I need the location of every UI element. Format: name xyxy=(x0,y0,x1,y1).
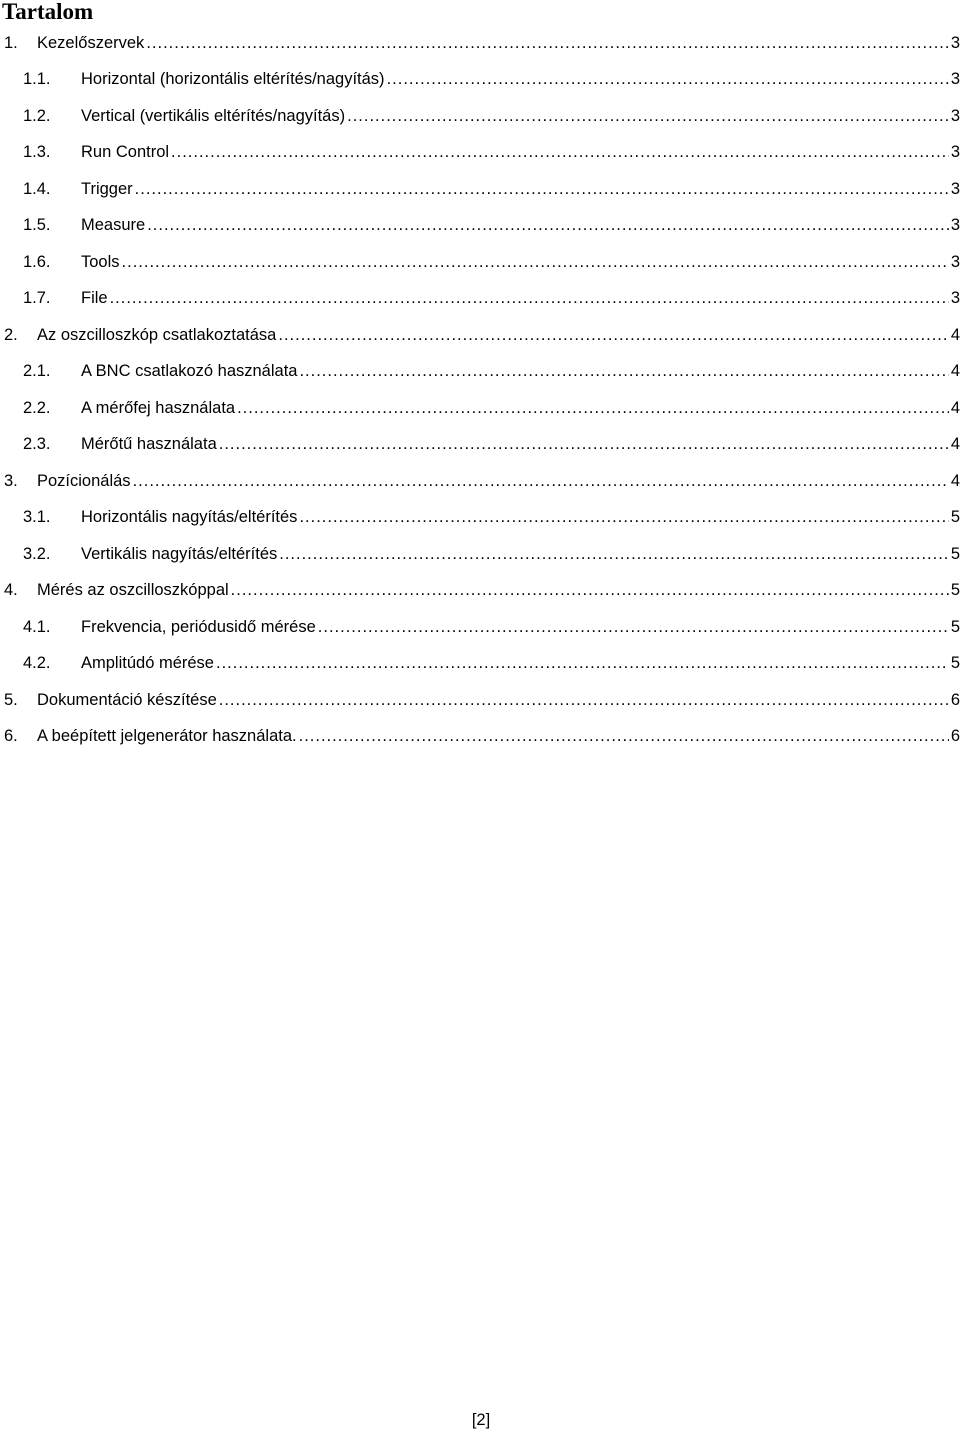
toc-dot-leader xyxy=(278,325,948,345)
toc-entry-number: 1.1. xyxy=(23,70,51,88)
toc-entry[interactable] xyxy=(0,572,960,609)
toc-heading: Tartalom xyxy=(2,0,94,24)
toc-entry-page: 4 xyxy=(950,435,960,453)
toc-entry-page: 3 xyxy=(950,106,960,125)
toc-entry-title: Run Control xyxy=(81,143,170,161)
toc-entry[interactable] xyxy=(0,243,960,280)
toc-entry-page: 4 xyxy=(950,398,960,417)
toc-entry-title: Mérőtű használata xyxy=(81,435,217,453)
toc-dot-leader xyxy=(237,398,949,418)
toc-dot-leader xyxy=(171,142,949,162)
toc-entry-page: 3 xyxy=(950,179,960,198)
toc-entry-page: 6 xyxy=(950,727,960,745)
toc-entry[interactable] xyxy=(0,316,960,353)
toc-dot-leader xyxy=(299,507,948,527)
toc-entry-title: Dokumentáció készítése xyxy=(37,690,217,709)
toc-entry-number: 1.5. xyxy=(23,216,51,234)
toc-entry[interactable] xyxy=(0,207,960,244)
toc-dot-leader xyxy=(219,690,949,710)
toc-dot-leader xyxy=(216,653,949,673)
toc-entry[interactable] xyxy=(0,462,960,499)
toc-entry[interactable] xyxy=(0,97,960,134)
toc-entry[interactable] xyxy=(0,389,960,426)
toc-entry-title: A beépített jelgenerátor használata. xyxy=(37,727,297,745)
toc-entry[interactable] xyxy=(0,134,960,171)
toc-entry-page: 3 xyxy=(950,70,960,88)
toc-dot-leader xyxy=(146,33,949,53)
toc-entry-page: 5 xyxy=(950,508,960,526)
toc-entry[interactable] xyxy=(0,61,960,98)
toc-entry[interactable] xyxy=(0,499,960,536)
toc-entry-page: 3 xyxy=(950,289,960,307)
toc-entry-title: File xyxy=(81,289,108,307)
toc-dot-leader xyxy=(133,471,949,491)
toc-entry-page: 4 xyxy=(950,471,960,490)
toc-entry-number: 1.4. xyxy=(23,179,51,198)
toc-dot-leader xyxy=(299,361,948,381)
toc-dot-leader xyxy=(347,106,949,126)
toc-dot-leader xyxy=(147,215,949,235)
toc-entry-title: A mérőfej használata xyxy=(81,398,236,417)
toc-entry-page: 5 xyxy=(950,544,960,563)
toc-entry-title: Vertikális nagyítás/eltérítés xyxy=(81,544,278,563)
toc-entry[interactable] xyxy=(0,24,960,61)
toc-entry[interactable] xyxy=(0,645,960,682)
toc-entry-title: Tools xyxy=(81,252,120,271)
toc-entry-number: 1.2. xyxy=(23,106,51,125)
toc-entry-title: Az oszcilloszkóp csatlakoztatása xyxy=(37,325,277,344)
toc-entry-title: Vertical (vertikális eltérítés/nagyítás) xyxy=(81,106,346,125)
toc-dot-leader xyxy=(299,726,949,746)
toc-entry-title: Trigger xyxy=(81,179,133,198)
toc-entry[interactable] xyxy=(0,280,960,317)
toc-entry-title: Measure xyxy=(81,216,146,234)
toc-entry[interactable] xyxy=(0,681,960,718)
toc-dot-leader xyxy=(219,434,949,454)
toc-entry-title: Frekvencia, periódusidő mérése xyxy=(81,617,316,636)
toc-entry-number: 1.3. xyxy=(23,143,51,161)
toc-entry-number: 1.7. xyxy=(23,289,51,307)
toc-dot-leader xyxy=(231,580,949,600)
toc-dot-leader xyxy=(135,179,949,199)
toc-entry-number: 3.2. xyxy=(23,544,51,563)
toc-entry-page: 3 xyxy=(950,216,960,234)
page-number: [2] xyxy=(471,1411,491,1429)
toc-dot-leader xyxy=(387,69,949,89)
toc-entry-page: 3 xyxy=(950,252,960,271)
table-of-contents xyxy=(0,24,960,754)
toc-entry-title: A BNC csatlakozó használata xyxy=(81,362,298,380)
toc-entry-page: 5 xyxy=(950,581,960,599)
toc-dot-leader xyxy=(110,288,949,308)
toc-dot-leader xyxy=(318,617,949,637)
toc-entry-page: 5 xyxy=(950,617,960,636)
toc-entry-page: 3 xyxy=(950,33,960,52)
toc-entry-title: Pozícionálás xyxy=(37,471,131,490)
toc-entry-number: 2.1. xyxy=(23,362,51,380)
toc-entry-title: Amplitúdó mérése xyxy=(81,654,214,672)
toc-entry-page: 3 xyxy=(950,143,960,161)
toc-entry[interactable] xyxy=(0,718,960,755)
toc-entry-title: Horizontal (horizontális eltérítés/nagyítás) xyxy=(81,70,385,88)
toc-entry-page: 6 xyxy=(950,690,960,709)
toc-dot-leader xyxy=(279,544,949,564)
toc-entry-number: 3.1. xyxy=(23,508,51,526)
toc-entry-number: 4. xyxy=(4,581,18,599)
toc-entry-number: 4.2. xyxy=(23,654,51,672)
toc-dot-leader xyxy=(122,252,949,272)
toc-entry[interactable] xyxy=(0,535,960,572)
toc-entry-number: 4.1. xyxy=(23,617,51,636)
toc-entry[interactable] xyxy=(0,608,960,645)
toc-entry-number: 1.6. xyxy=(23,252,51,271)
toc-entry-title: Horizontális nagyítás/eltérítés xyxy=(81,508,298,526)
toc-entry-page: 5 xyxy=(950,654,960,672)
toc-entry-number: 2. xyxy=(4,325,18,344)
toc-entry[interactable] xyxy=(0,426,960,463)
toc-entry-number: 5. xyxy=(4,690,18,709)
toc-entry-number: 2.2. xyxy=(23,398,51,417)
toc-entry-number: 2.3. xyxy=(23,435,51,453)
toc-entry-number: 6. xyxy=(4,727,18,745)
toc-entry-title: Mérés az oszcilloszkóppal xyxy=(37,581,229,599)
toc-entry[interactable] xyxy=(0,353,960,390)
toc-entry-page: 4 xyxy=(950,325,960,344)
toc-entry-page: 4 xyxy=(950,362,960,380)
toc-entry[interactable] xyxy=(0,170,960,207)
toc-entry-title: Kezelőszervek xyxy=(37,33,145,52)
toc-entry-number: 3. xyxy=(4,471,18,490)
toc-entry-number: 1. xyxy=(4,33,18,52)
